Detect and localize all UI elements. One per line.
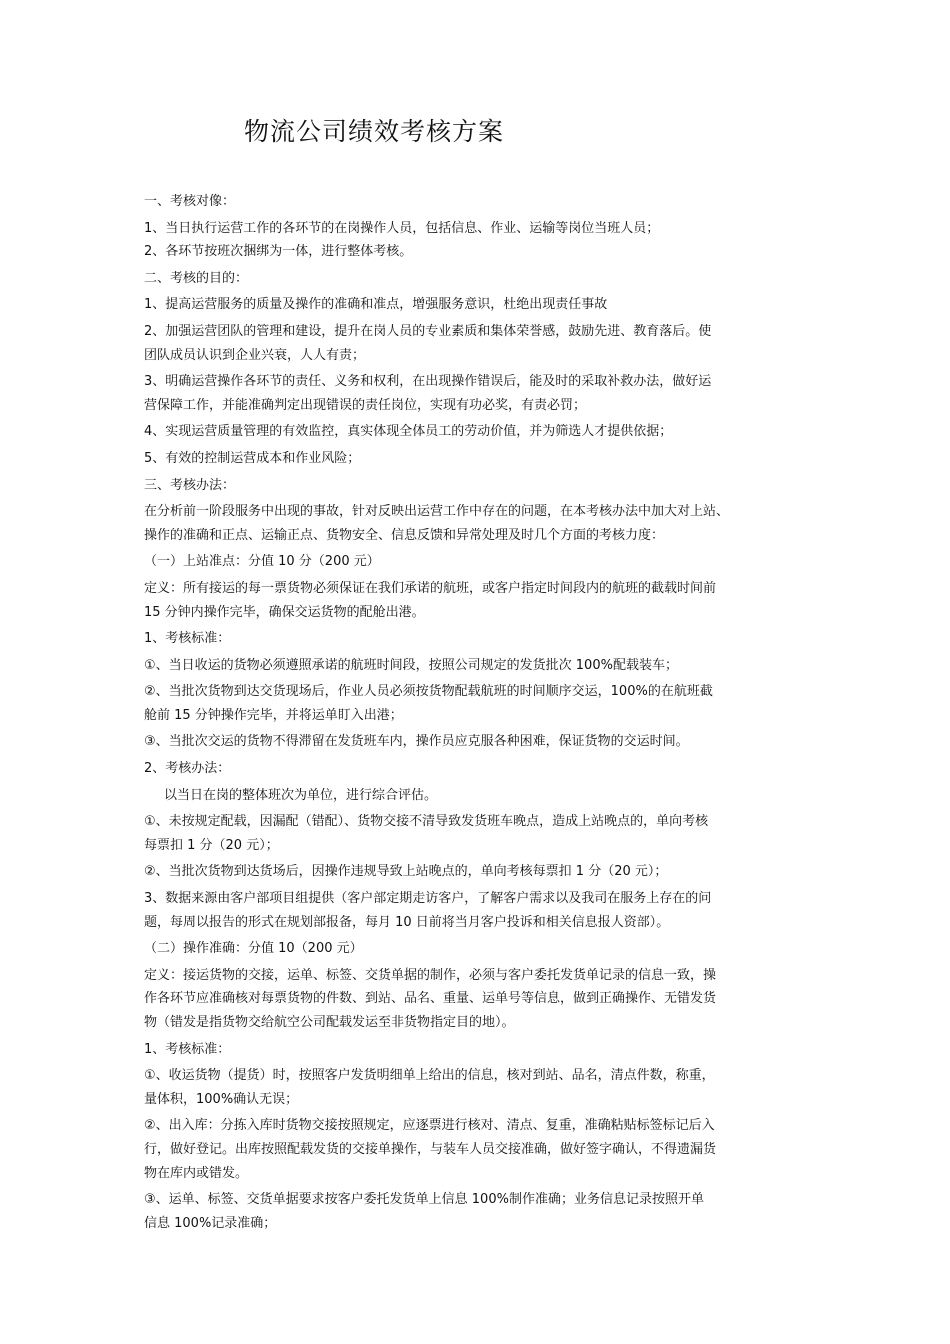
text-line: 2、各环节按班次捆绑为一体，进行整体考核。 (144, 244, 413, 260)
text-line: 操作的准确和正点、运输正点、货物安全、信息反馈和异常处理及时几个方面的考核力度： (144, 527, 665, 543)
text-line: 15 分钟内操作完毕，确保交运货物的配舱出港。 (144, 604, 425, 620)
text-line: 1、考核标准： (144, 631, 231, 647)
text-line: 2、考核办法： (144, 761, 231, 777)
text-line: 题，每周以报告的形式在规划部报备，每月 10 日前将当月客户投诉和相关信息报人资部）。 (144, 914, 670, 930)
text-line: 1、提高运营服务的质量及操作的准确和准点，增强服务意识，杜绝出现责任事故 (144, 297, 608, 313)
text-line: ③、当批次交运的货物不得滞留在发货班车内，操作员应克服各种困难，保证货物的交运时间。 (144, 734, 689, 750)
text-line: 信息 100%记录准确； (144, 1215, 277, 1231)
text-line: （一）上站准点：分值 10 分（200 元） (144, 554, 380, 570)
text-line: ①、未按规定配载，因漏配（错配）、货物交接不清导致发货班车晚点，造成上站晚点的，单向考核 (144, 814, 709, 830)
text-line: 行，做好登记。出库按照配载发货的交接单操作，与装车人员交接准确，做好签字确认，不得遗漏货 (144, 1141, 717, 1157)
text-line: 物（错发是指货物交给航空公司配载发运至非货物指定目的地）。 (144, 1015, 515, 1030)
text-line: 以当日在岗的整体班次为单位，进行综合评估。 (164, 787, 438, 803)
text-line: 1、当日执行运营工作的各环节的在岗操作人员，包括信息、作业、运输等岗位当班人员； (144, 220, 660, 236)
text-line: ②、当批次货物到达交货现场后，作业人员必须按货物配载航班的时间顺序交运，100%的在航班截 (144, 684, 713, 700)
text-line: 团队成员认识到企业兴衰，人人有责； (144, 347, 366, 363)
text-line: 三、考核办法： (144, 477, 236, 493)
text-line: （二）操作准确：分值 10（200 元） (144, 941, 363, 957)
text-line: 二、考核的目的： (144, 270, 249, 286)
text-line: 5、有效的控制运营成本和作业风险； (144, 450, 361, 466)
document-title: 物流公司绩效考核方案 (244, 117, 505, 146)
text-line: 定义：所有接运的每一票货物必须保证在我们承诺的航班，或客户指定时间段内的航班的截载时间前 (144, 580, 717, 596)
text-line: 量体积，100%确认无误； (144, 1091, 299, 1107)
text-line: ②、当批次货物到达货场后，因操作违规导致上站晚点的，单向考核每票扣 1 分（20 元）； (144, 864, 668, 880)
text-line: ①、当日收运的货物必须遵照承诺的航班时间段，按照公司规定的发货批次 100%配载装车； (144, 657, 678, 673)
text-line: 3、数据来源由客户部项目组提供（客户部定期走访客户，了解客户需求以及我司在服务上存在的问 (144, 891, 712, 907)
text-line: 每票扣 1 分（20 元）； (144, 837, 279, 853)
text-line: 4、实现运营质量管理的有效监控，真实体现全体员工的劳动价值，并为筛选人才提供依据； (144, 424, 673, 440)
text-line: ③、运单、标签、交货单据要求按客户委托发货单上信息 100%制作准确；业务信息记录按照开单 (144, 1192, 704, 1208)
text-line: 1、考核标准： (144, 1041, 231, 1057)
text-line: 定义：接运货物的交接，运单、标签、交货单据的制作，必须与客户委托发货单记录的信息一致，操 (144, 967, 717, 983)
text-line: 作各环节应准确核对每票货物的件数、到站、品名、重量、运单号等信息，做到正确操作、无错发货 (144, 991, 717, 1007)
document-body (144, 190, 808, 1235)
text-line: 3、明确运营操作各环节的责任、义务和权利，在出现操作错误后，能及时的采取补救办法，做好运 (144, 374, 712, 390)
text-line: 营保障工作，并能准确判定出现错误的责任岗位，实现有功必奖，有责必罚； (144, 397, 587, 413)
text-line: 一、考核对像： (144, 194, 236, 209)
text-line: ②、出入库：分拣入库时货物交接按照规定，应逐票进行核对、清点、复重，准确粘贴标签标记后入 (144, 1118, 715, 1134)
text-line: 在分析前一阶段服务中出现的事故，针对反映出运营工作中存在的问题，在本考核办法中加大对上站、 (144, 504, 730, 520)
text-line: 舱前 15 分钟操作完毕，并将运单盯入出港； (144, 707, 403, 723)
text-line: ①、收运货物（提货）时，按照客户发货明细单上给出的信息，核对到站、品名，清点件数，称重， (144, 1068, 715, 1084)
text-line: 2、加强运营团队的管理和建设，提升在岗人员的专业素质和集体荣誉感，鼓励先进、教育落后。使 (144, 323, 712, 339)
text-line: 物在库内或错发。 (144, 1165, 249, 1181)
